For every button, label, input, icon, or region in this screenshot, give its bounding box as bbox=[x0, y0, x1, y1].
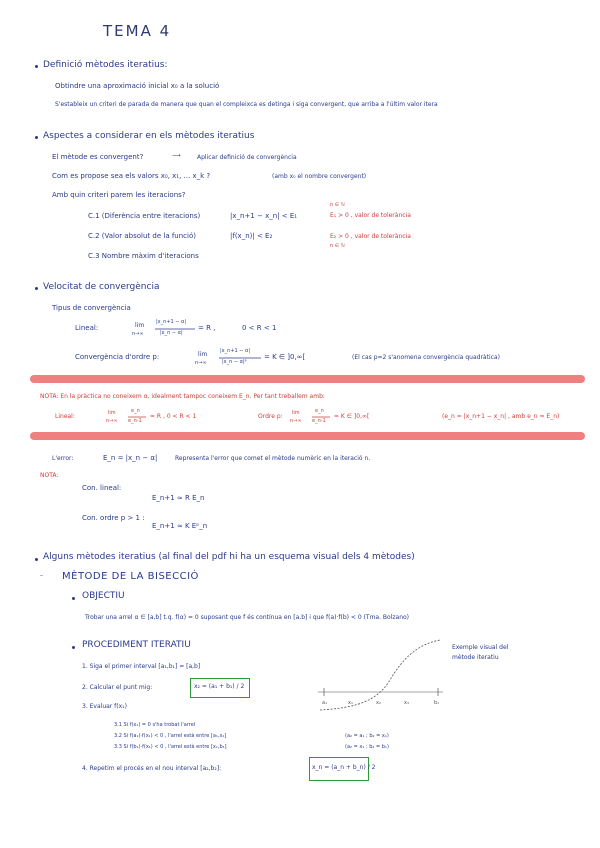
graph-tick-x2: x₂ bbox=[376, 700, 381, 706]
note-linear-label: Lineal: bbox=[55, 413, 75, 420]
section-velocity-heading: Velocitat de convergència bbox=[43, 282, 160, 292]
error-conlin: Con. lineal: bbox=[82, 484, 122, 492]
bullet-dot bbox=[35, 558, 38, 561]
linear-denominator: |x_n − α| bbox=[160, 330, 183, 336]
error-label: L'error: bbox=[52, 455, 74, 462]
note-order-lim: lim bbox=[292, 410, 300, 416]
order-p-note: (El cas p=2 s'anomena convergència quadràtica) bbox=[352, 354, 500, 361]
error-formula-linear: E_n+1 ≈ R E_n bbox=[152, 494, 205, 502]
step-3-3: 3.3 Si f(b₁)·f(x₁) < 0 , l'arrel està entre [x₁,b₁] bbox=[114, 744, 227, 750]
linear-equals: = R , bbox=[198, 324, 216, 332]
note-aside: (e_n = |x_n+1 − x_n| , amb e_n ≈ E_n) bbox=[442, 413, 560, 420]
criterion-c2-tolerance: E₂ > 0 , valor de tolerància bbox=[330, 233, 411, 240]
aspect-q2: Com es propose sea els valors x₀, x₁, ... x_k ? bbox=[52, 172, 211, 180]
highlight-bar bbox=[30, 375, 585, 383]
objective-text: Trobar una arrel α ∈ [a,b] t.q. f(α) = 0 suposant que f és contínua en [a,b] i que f(a)·f(b) < 0 (Tma. Bolzano) bbox=[85, 614, 410, 621]
linear-lim: lim bbox=[135, 322, 145, 329]
definition-line-2: S'estableix un criteri de parada de manera que quan el compleixca es detinga i siga convergent, que arriba a l'últim valor itera bbox=[55, 101, 438, 108]
linear-condition: 0 < R < 1 bbox=[242, 324, 277, 332]
criterion-c3: C.3 Nombre màxim d'iteracions bbox=[88, 252, 199, 260]
graph-tick-a1: a₁ bbox=[322, 700, 328, 706]
note-order-label: Ordre p: bbox=[258, 413, 283, 420]
visual-note-line-1: Exemple visual del bbox=[452, 644, 509, 651]
graph-tick-x3: x₃ bbox=[404, 700, 409, 706]
step-2: 2. Calcular el punt mig: bbox=[82, 684, 153, 691]
section-methods-heading: Alguns mètodes iteratius (al final del pdf hi ha un esquema visual dels 4 mètodes) bbox=[43, 552, 415, 562]
arrow-icon: ⟶ bbox=[172, 152, 181, 159]
bisection-graph bbox=[318, 638, 443, 720]
general-formula: x_n = (a_n + b_n) / 2 bbox=[312, 764, 376, 771]
criterion-c1-n: n ∈ ℕ bbox=[330, 202, 345, 208]
step-3-3-assign: (a₂ = x₁ ; b₂ = b₁) bbox=[345, 744, 389, 750]
linear-numerator: |x_n+1 − α| bbox=[156, 319, 187, 325]
section-aspects-heading: Aspectes a considerar en els mètodes iteratius bbox=[43, 131, 255, 141]
criterion-c2-formula: |f(x_n)| < E₂ bbox=[230, 232, 273, 240]
criterion-c1-tolerance: E₁ > 0 , valor de tolerància bbox=[330, 212, 411, 219]
note-order-num: e_n bbox=[315, 408, 324, 414]
note-linear-num: e_n bbox=[131, 408, 140, 414]
note-order-eq: = K ∈ ]0,∞[ bbox=[334, 413, 370, 420]
note-linear-lim: lim bbox=[108, 410, 116, 416]
error-nota: NOTA: bbox=[40, 472, 59, 479]
note-linear-lim-under: n→∞ bbox=[106, 418, 118, 424]
aspect-q1-answer: Aplicar definició de convergència bbox=[197, 154, 297, 161]
error-conord: Con. ordre p > 1 : bbox=[82, 514, 145, 522]
note-practical: NOTA: En la pràctica no coneixem α, idealment tampoc coneixem E_n. Per tant treballem amb: bbox=[40, 393, 325, 400]
note-order-lim-under: n→∞ bbox=[290, 418, 302, 424]
page-title: TEMA 4 bbox=[103, 22, 172, 40]
convergence-types: Tipus de convergència bbox=[52, 304, 131, 312]
criterion-c1: C.1 (Diferència entre iteracions) bbox=[88, 212, 201, 220]
criterion-c2: C.2 (Valor absolut de la funció) bbox=[88, 232, 196, 240]
step-4: 4. Repetim el procés en el nou interval [a₂,b₂]: bbox=[82, 765, 222, 772]
bullet-dot bbox=[72, 597, 75, 600]
graph-tick-b1: b₁ bbox=[434, 700, 440, 706]
order-p-lim-under: n→∞ bbox=[195, 360, 207, 366]
bullet-dot bbox=[35, 287, 38, 290]
criterion-c2-n: n ∈ ℕ bbox=[330, 243, 345, 249]
error-description: Representa l'error que comet el mètode numèric en la iteració n. bbox=[175, 455, 371, 462]
aspect-q3: Amb quin criteri parem les iteracions? bbox=[52, 191, 186, 199]
step-3: 3. Evaluar f(x₁) bbox=[82, 703, 127, 710]
highlight-bar bbox=[30, 432, 585, 440]
step-3-1: 3.1 Si f(x₁) = 0 s'ha trobat l'arrel bbox=[114, 722, 196, 728]
linear-lim-under: n→∞ bbox=[132, 331, 144, 337]
visual-note-line-2: mètode iteratiu bbox=[452, 654, 499, 661]
order-p-lim: lim bbox=[198, 351, 208, 358]
order-p-denominator: |x_n − α|ᵖ bbox=[222, 359, 247, 365]
note-linear-den: e_n-1 bbox=[128, 418, 142, 424]
aspect-q2-note: (amb x₀ el nombre convergent) bbox=[272, 173, 367, 180]
bisection-heading: MÈTODE DE LA BISECCIÓ bbox=[62, 571, 199, 582]
order-p-label: Convergència d'ordre p: bbox=[75, 353, 160, 361]
graph-tick-x1: x₁ bbox=[348, 700, 353, 706]
bullet-dot bbox=[72, 646, 75, 649]
error-formula-order: E_n+1 ≈ K Eᵖ_n bbox=[152, 522, 208, 530]
procedure-heading: PROCEDIMENT ITERATIU bbox=[82, 640, 191, 650]
note-linear-eq: = R , 0 < R < 1 bbox=[150, 413, 197, 420]
order-p-numerator: |x_n+1 − α| bbox=[220, 348, 251, 354]
step-3-2: 3.2 Si f(a₁)·f(x₁) < 0 , l'arrel està entre [a₁,x₁] bbox=[114, 733, 227, 739]
section-definition-heading: Definició mètodes iteratius: bbox=[43, 60, 168, 70]
midpoint-formula: x₂ = (a₁ + b₁) / 2 bbox=[194, 683, 245, 690]
note-order-den: e_n-1 bbox=[312, 418, 326, 424]
bullet-dot bbox=[35, 136, 38, 139]
objective-heading: OBJECTIU bbox=[82, 591, 125, 601]
aspect-q1: El mètode es convergent? bbox=[52, 153, 144, 161]
criterion-c1-formula: |x_n+1 − x_n| < E₁ bbox=[230, 212, 298, 220]
bullet-dot bbox=[35, 65, 38, 68]
order-p-equals: = K ∈ ]0,∞[ bbox=[264, 353, 306, 361]
dash-icon: – bbox=[40, 572, 43, 579]
definition-line-1: Obtindre una aproximació inicial x₀ a la solució bbox=[55, 82, 220, 90]
linear-label: Lineal: bbox=[75, 324, 99, 332]
step-3-2-assign: (a₂ = a₁ ; b₂ = x₁) bbox=[345, 733, 389, 739]
step-1: 1. Siga el primer interval [a₁,b₁] = [a,b] bbox=[82, 663, 201, 670]
error-formula: E_n = |x_n − α| bbox=[103, 454, 158, 462]
